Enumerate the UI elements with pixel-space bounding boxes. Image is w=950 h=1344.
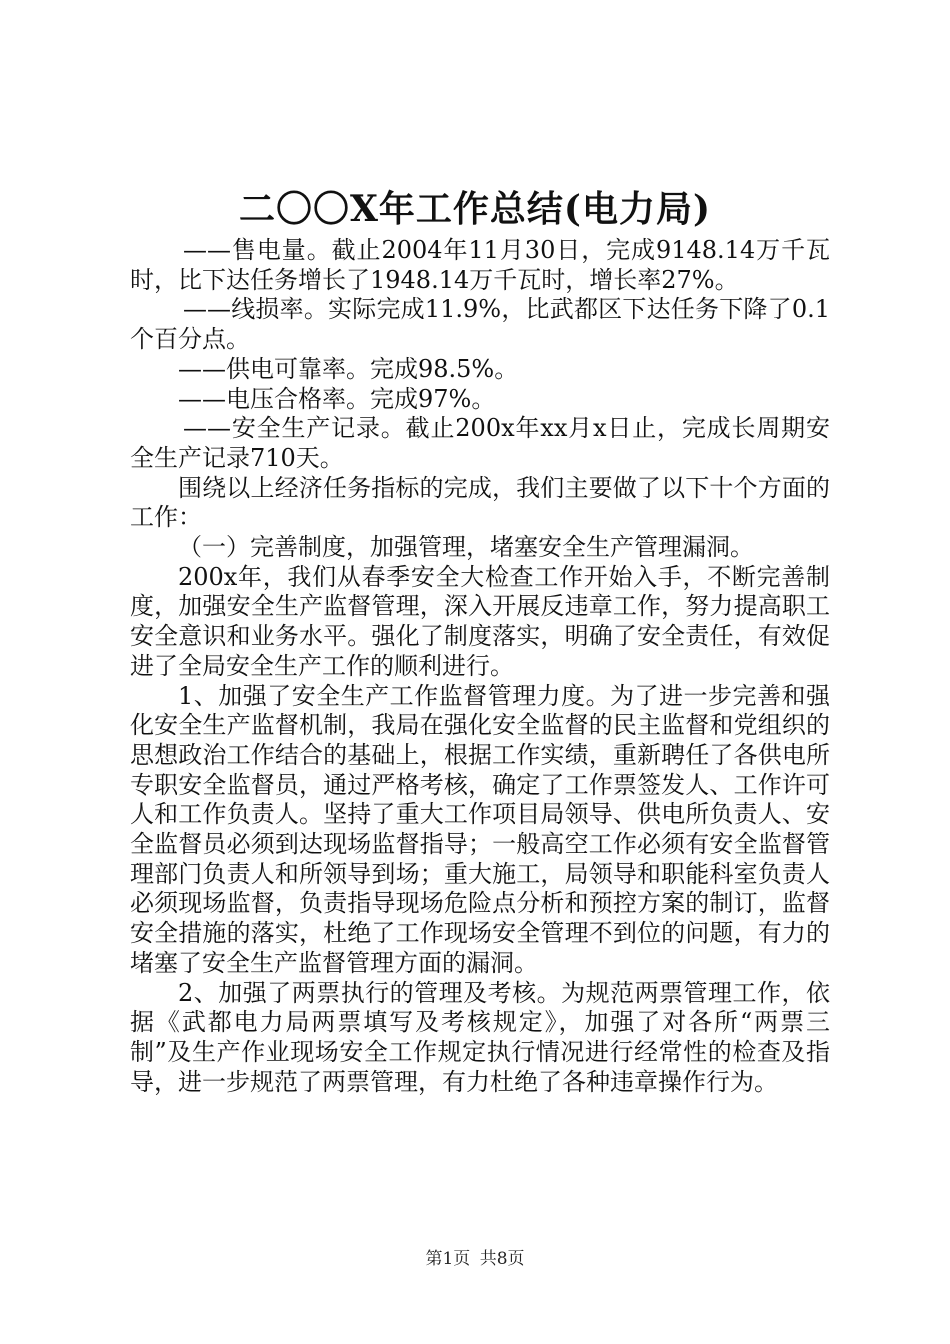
paragraph-intro: 围绕以上经济任务指标的完成，我们主要做了以下十个方面的工作：: [130, 473, 830, 532]
paragraph-sales: ——售电量。截止2004年11月30日，完成9148.14万千瓦时，比下达任务增长了1948.14万千瓦时，增长率27%。: [130, 236, 830, 294]
paragraph-safety-record: ——安全生产记录。截止200x年xx月x日止，完成长周期安全生产记录710天。: [130, 414, 830, 472]
page-number: 第1页: [425, 1249, 471, 1269]
paragraph-reliability: ——供电可靠率。完成98.5%。: [178, 354, 519, 383]
page-footer: [0, 1247, 950, 1271]
paragraph-item-2: 2、加强了两票执行的管理及考核。为规范两票管理工作，依据《武都电力局两票填写及考核规定》，加强了对各所“两票三制”及生产作业现场安全工作规定执行情况进行经常性的检查及指导，进一步规范了两票管理，有力杜绝了各种违章操作行为。: [130, 978, 830, 1096]
paragraph-item-1: 1、加强了安全生产工作监督管理力度。为了进一步完善和强化安全生产监督机制，我局在强化安全监督的民主监督和党组织的思想政治工作结合的基础上，根据工作实绩，重新聘任了各供电所专职安全监督员，通过严格考核，确定了工作票签发人、工作许可人和工作负责人。坚持了重大工作项目局领导、供电所负责人、安全监督员必须到达现场监督指导；一般高空工作必须有安全监督管理部门负责人和所领导到场；重大施工，局领导和职能科室负责人必须现场监督，负责指导现场危险点分析和预控方案的制订，监督安全措施的落实，杜绝了工作现场安全管理不到位的问题，有力的堵塞了安全生产监督管理方面的漏洞。: [130, 681, 830, 977]
paragraph-overview: 200x年，我们从春季安全大检查工作开始入手，不断完善制度，加强安全生产监督管理，深入开展反违章工作，努力提高职工安全意识和业务水平。强化了制度落实，明确了安全责任，有效促进了全局安全生产工作的顺利进行。: [130, 562, 830, 680]
document-title: 二〇〇X年工作总结(电力局): [239, 188, 711, 230]
page-total: 共8页: [479, 1249, 525, 1269]
paragraph-voltage: ——电压合格率。完成97%。: [178, 384, 496, 413]
section-heading-one: （一）完善制度，加强管理，堵塞安全生产管理漏洞。: [178, 533, 754, 562]
document-body: [130, 236, 830, 1097]
paragraph-line-loss: ——线损率。实际完成11.9%，比武都区下达任务下降了0.1个百分点。: [130, 295, 830, 354]
